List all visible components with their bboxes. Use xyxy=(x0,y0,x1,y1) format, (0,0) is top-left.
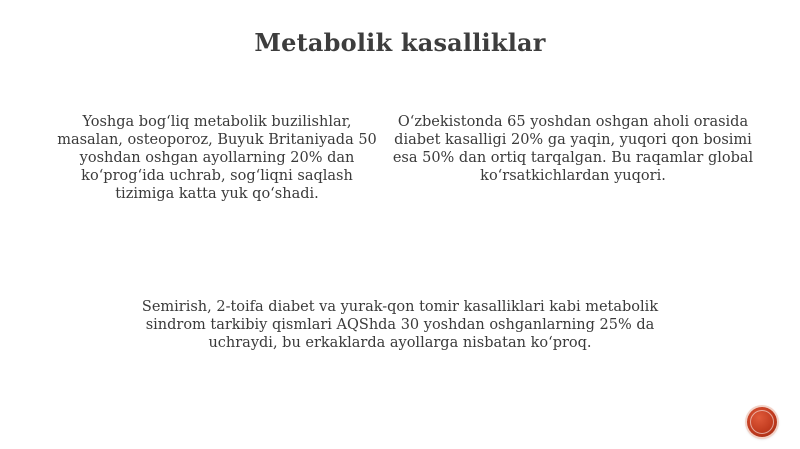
paragraph-bottom: Semirish, 2-toifa diabet va yurak-qon tomir kasalliklari kabi metabolik sindrom tarkibiy qismlari AQShda 30 yoshdan oshganlarning 25% da uchraydi, bu erkaklarda ayollarga nisbatan ko‘proq. xyxy=(141,299,659,351)
slide-nav-button[interactable] xyxy=(747,407,777,437)
paragraph-left: Yoshga bog‘liq metabolik buzilishlar, masalan, osteoporoz, Buyuk Britaniyada 50 yoshdan oshgan ayollarning 20% dan ko‘prog‘ida uchrab, sog‘liqni saqlash tizimiga katta yuk qo‘shadi. xyxy=(57,114,377,202)
paragraph-right: O‘zbekistonda 65 yoshdan oshgan aholi orasida diabet kasalligi 20% ga yaqin, yuqori qon bosimi esa 50% dan ortiq tarqalgan. Bu raqamlar global ko‘rsatkichlardan yuqori. xyxy=(392,114,754,184)
circle-nav-icon xyxy=(750,410,774,434)
slide-title: Metabolik kasalliklar xyxy=(254,28,546,57)
